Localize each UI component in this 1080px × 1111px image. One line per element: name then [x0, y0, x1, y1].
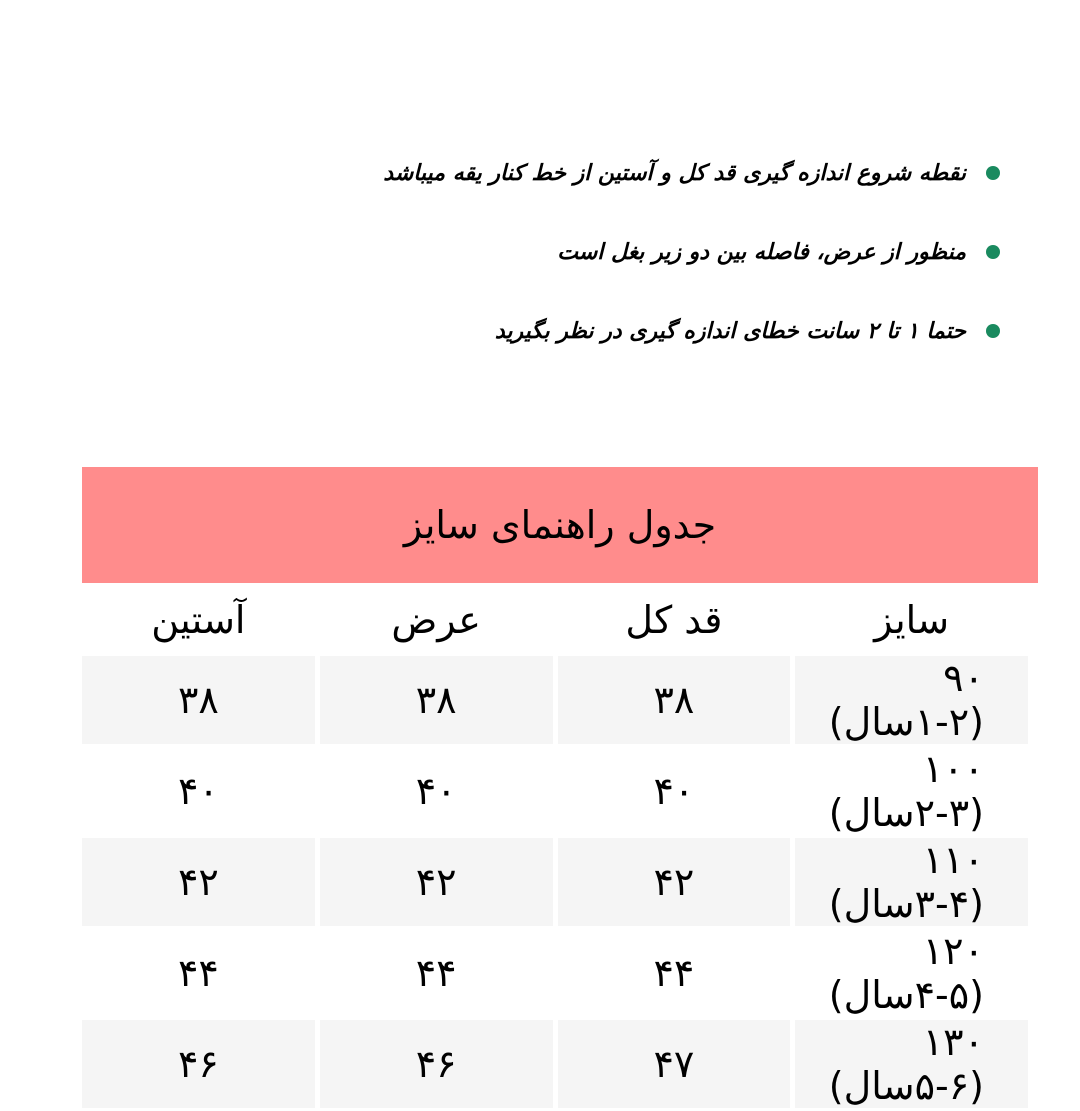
cell-width: ۴۰: [320, 747, 553, 835]
cell-width: ۴۶: [320, 1020, 553, 1108]
note-item: [300, 150, 1000, 196]
size-table: [77, 583, 1033, 1111]
header-width: عرض: [320, 586, 553, 653]
bullet-dot-icon: [986, 324, 1000, 338]
header-sleeve: آستین: [82, 586, 315, 653]
measurement-notes: [300, 150, 1000, 387]
cell-total-length: ۴۷: [558, 1020, 791, 1108]
table-row: [82, 929, 1028, 1017]
table-row: [82, 1020, 1028, 1108]
cell-total-length: ۴۴: [558, 929, 791, 1017]
cell-total-length: ۳۸: [558, 656, 791, 744]
note-text: نقطه شروع اندازه گیری قد کل و آستین از خط کنار یقه میباشد: [383, 160, 966, 186]
size-guide-title: جدول راهنمای سایز: [82, 467, 1038, 583]
cell-width: ۴۲: [320, 838, 553, 926]
cell-width: ۴۴: [320, 929, 553, 1017]
cell-size: ۱۱۰ (۳-۴سال): [795, 838, 1028, 926]
size-guide: [82, 467, 1038, 1111]
table-row: [82, 656, 1028, 744]
cell-size: ۱۲۰ (۴-۵سال): [795, 929, 1028, 1017]
cell-sleeve: ۴۰: [82, 747, 315, 835]
bullet-dot-icon: [986, 245, 1000, 259]
cell-width: ۳۸: [320, 656, 553, 744]
note-item: [300, 308, 1000, 354]
cell-sleeve: ۴۶: [82, 1020, 315, 1108]
cell-total-length: ۴۰: [558, 747, 791, 835]
table-row: [82, 747, 1028, 835]
cell-size: ۱۳۰ (۵-۶سال): [795, 1020, 1028, 1108]
header-total-length: قد کل: [558, 586, 791, 653]
cell-sleeve: ۴۴: [82, 929, 315, 1017]
bullet-dot-icon: [986, 166, 1000, 180]
table-header-row: [82, 586, 1028, 653]
cell-total-length: ۴۲: [558, 838, 791, 926]
cell-sleeve: ۴۲: [82, 838, 315, 926]
note-item: [300, 229, 1000, 275]
note-text: حتما ۱ تا ۲ سانت خطای اندازه گیری در نظر بگیرید: [494, 318, 966, 344]
cell-size: ۹۰ (۱-۲سال): [795, 656, 1028, 744]
cell-size: ۱۰۰ (۲-۳سال): [795, 747, 1028, 835]
cell-sleeve: ۳۸: [82, 656, 315, 744]
table-row: [82, 838, 1028, 926]
note-text: منظور از عرض، فاصله بین دو زیر بغل است: [557, 239, 966, 265]
header-size: سایز: [795, 586, 1028, 653]
